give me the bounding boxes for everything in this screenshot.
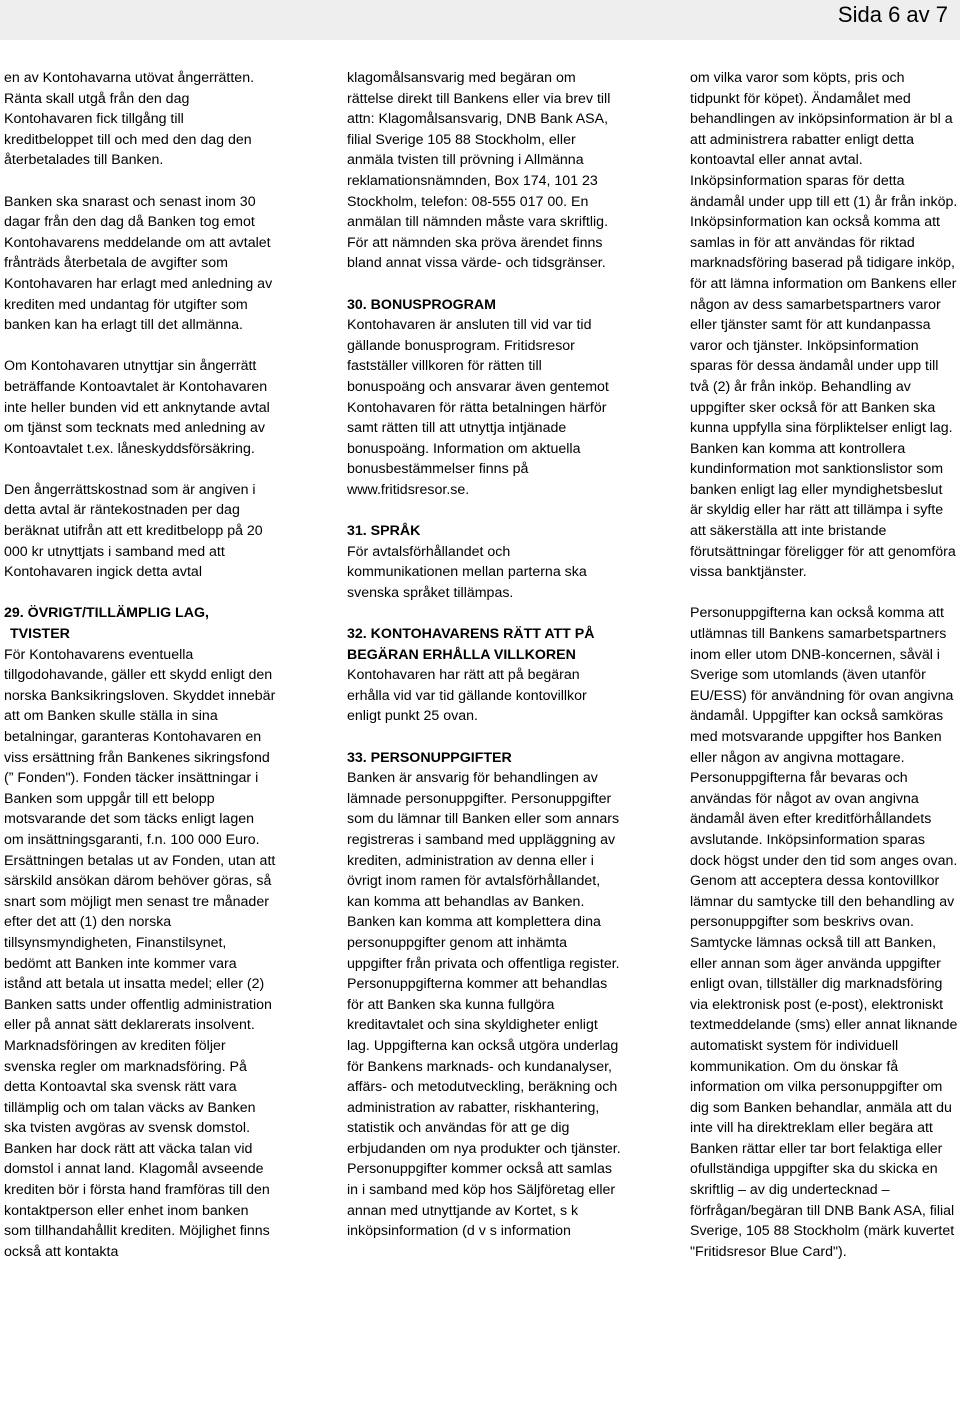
section-heading-32: 32. KONTOHAVARENS RÄTT ATT PÅ BEGÄRAN ERHÅLLA VILLKOREN bbox=[347, 626, 595, 663]
paragraph-purchase-info: om vilka varor som köpts, pris och tidpunkt för köpet). Ändamålet med behandlingen av inköpsinformation är bl a att administrera rabatter enligt detta kontoavtal eller annat avtal. Inköpsinformation sparas för detta ändamål under upp till ett (1) år från inköp. Inköpsinformation kan också komma att samlas in för att användas för riktad marknadsföring baserad på tidigare inköp, för att lämna information om Bankens eller någon av dess samarbetspartners varor eller tjänster samt för att kundanpassa varor och tjänster. Inköpsinformation sparas för dessa ändamål under upp till två (2) år från inköp. Behandling av uppgifter sker också för att Banken ska kunna uppfylla sina förpliktelser enligt lag. Banken kan komma att kontrollera kundinformation mot sanktionslistor som banken enligt lag eller myndighetsbeslut är skyldig eller har rätt att tillämpa i syfte att säkerställa att inte bristande förutsättningar föreligger för att genomföra vissa banktjänster. bbox=[690, 70, 958, 581]
paragraph-bonus: Kontohavaren är ansluten till vid var tid gällande bonusprogram. Fritidsresor fastställer villkoren för rätten till bonuspoäng och ansvarar även gentemot Kontohavaren för rätta betalningen härför samt rätten till att utnyttja intjänade bonuspoäng. Information om aktuella bonusbestämmelser finns på www.fritidsresor.se. bbox=[347, 317, 609, 498]
page-header bbox=[0, 0, 960, 40]
paragraph-withdrawal-cost: Den ångerrättskostnad som är angiven i detta avtal är räntekostnaden per dag beräknat utifrån att ett kreditbelopp på 20 000 kr utnyttjats i samband med att Kontohavaren ingick detta avtal bbox=[4, 481, 263, 581]
paragraph-terms-request: Kontohavaren har rätt att på begäran erhålla vid var tid gällande kontovillkor enligt punkt 25 ovan. bbox=[347, 667, 587, 725]
paragraph-language: För avtalsförhållandet och kommunikationen mellan parterna ska svenska språket tillämpas. bbox=[347, 543, 587, 601]
section-heading-29-cont: TVISTER bbox=[10, 626, 70, 643]
paragraph-complaints: klagomålsansvarig med begäran om rättelse direkt till Bankens eller via brev till attn: Klagomålsansvarig, DNB Bank ASA, filial Sverige 105 88 Stockholm, eller anmäla tvisten till prövning i Allmänna reklamationsnämnden, Box 174, 101 23 Stockholm, telefon: 08-555 017 00. En anmälan till nämnden måste vara skriftlig. För att nämnden ska pröva ärendet finns bland annat vissa värde- och tidsgränser. bbox=[347, 70, 611, 272]
paragraph-data-sharing: Personuppgifterna kan också komma att utlämnas till Bankens samarbetspartners inom eller utom DNB-koncernen, såväl i Sverige som utomlands (även utanför EU/ESS) för användning för ovan angivna ändamål. Uppgifter kan också samköras med motsvarande uppgifter hos Banken eller någon av angivna mottagare. Personuppgifterna får bevaras och användas för något av ovan angivna ändamål även efter kreditförhållandets avslutande. Inköpsinformation sparas dock högst under den tid som anges ovan. Genom att acceptera dessa kontovillkor lämnar du samtycke till den behandling av personuppgifter som beskrivs ovan. Samtycke lämnas också till att Banken, eller annan som äger använda uppgifter enligt ovan, tillställer dig marknadsföring via elektronisk post (e-post), elektroniskt textmeddelande (sms) eller annat liknande automatiskt system för individuell kommunikation. Om du önskar få information om vilka personuppgifter om dig som Banken behandlar, anmäla att du inte vill ha direktreklam eller begära att Banken rättar eller tar bort felaktiga eller ofullständiga uppgifter ska du skicka en skriftlig – av dig undertecknad – förfrågan/begäran till DNB Bank ASA, filial Sverige, 105 88 Stockholm (märk kuvertet "Fritidsresor Blue Card"). bbox=[690, 605, 958, 1260]
text-column-left bbox=[4, 68, 276, 1262]
paragraph-deposit-guarantee: För Kontohavarens eventuella tillgodohavande, gäller ett skydd enligt den norska Banksikringsloven. Skyddet innebär att om Banken skulle ställa in sina betalningar, garanteras Kontohavaren en viss ersättning från Bankenes sikringsfond (” Fonden"). Fonden täcker insättningar i Banken som uppgår till ett belopp motsvarande det som täcks enligt lagen om insättningsgaranti, f.n. 100 000 Euro. Ersättningen betalas ut av Fonden, utan att särskild ansökan därom behöver göras, så snart som möjligt men senast tre månader efter det att (1) den norska tillsynsmyndigheten, Finanstilsynet, bedömt att Banken inte kommer vara istånd att betala ut insatta medel; eller (2) Banken satts under offentlig administration eller på annat sätt deklarerats insolvent. bbox=[4, 646, 276, 1034]
text-column-right bbox=[690, 68, 958, 1262]
paragraph-linked-agreement: Om Kontohavaren utnyttjar sin ångerrätt beträffande Kontoavtalet är Kontohavaren inte heller bunden vid ett anknytande avtal om tjänst som tecknats med anledning av Kontoavtalet t.ex. låneskyddsförsäkring. bbox=[4, 358, 270, 457]
section-heading-31: 31. SPRÅK bbox=[347, 523, 421, 540]
page-number: Sida 6 av 7 bbox=[837, 2, 948, 27]
section-heading-33: 33. PERSONUPPGIFTER bbox=[347, 749, 512, 766]
paragraph-personal-data: Banken är ansvarig för behandlingen av lämnade personuppgifter. Personuppgifter som du lämnar till Banken eller som annars registreras i samband med uppläggning av krediten, administration av denna eller i övrigt inom ramen för avtalsförhållandet, kan komma att behandlas av Banken. Banken kan komma att komplettera dina personuppgifter genom att inhämta uppgifter från privata och offentliga register. Personuppgifterna kommer att behandlas för att Banken ska kunna fullgöra kreditavtalet och sina skyldigheter enligt lag. Uppgifterna kan också utgöra underlag för Bankens marknads- och kundanalyser, affärs- och metodutveckling, beräkning och administration av rabatter, riskhantering, statistik och användas för att ge dig erbjudanden om nya produkter och tjänster. Personuppgifter kommer också att samlas in i samband med köp hos Säljföretag eller annan med utnyttjande av Kortet, s k inköpsinformation (d v s information bbox=[347, 770, 621, 1240]
text-column-middle bbox=[347, 68, 623, 1242]
paragraph-governing-law: Marknadsföringen av krediten följer svenska regler om marknadsföring. På detta Kontoavtal ska svensk rätt vara tillämplig och om talan väcks av Banken ska tvisten avgöras av svensk domstol. Banken har dock rätt att väcka talan vid domstol i annat land. Klagomål avseende krediten bör i första hand framföras till den kontaktperson eller enhet inom banken som tillhandahållit krediten. Möjlighet finns också att kontakta bbox=[4, 1037, 270, 1260]
paragraph-interest: en av Kontohavarna utövat ångerrätten. Ränta skall utgå från den dag Kontohavaren fick tillgång till kreditbeloppet till och med den dag den återbetalades till Banken. bbox=[4, 70, 255, 169]
paragraph-refund-fees: Banken ska snarast och senast inom 30 dagar från den dag då Banken tog emot Kontohavarens meddelande om att avtalet frånträds återbetala de avgifter som Kontohavaren har erlagt med anledning av krediten med undantag för utgifter som banken kan ha erlagt till det allmänna. bbox=[4, 193, 273, 334]
section-heading-30: 30. BONUSPROGRAM bbox=[347, 296, 496, 313]
section-heading-29: 29. ÖVRIGT/TILLÄMPLIG LAG, bbox=[4, 605, 209, 622]
